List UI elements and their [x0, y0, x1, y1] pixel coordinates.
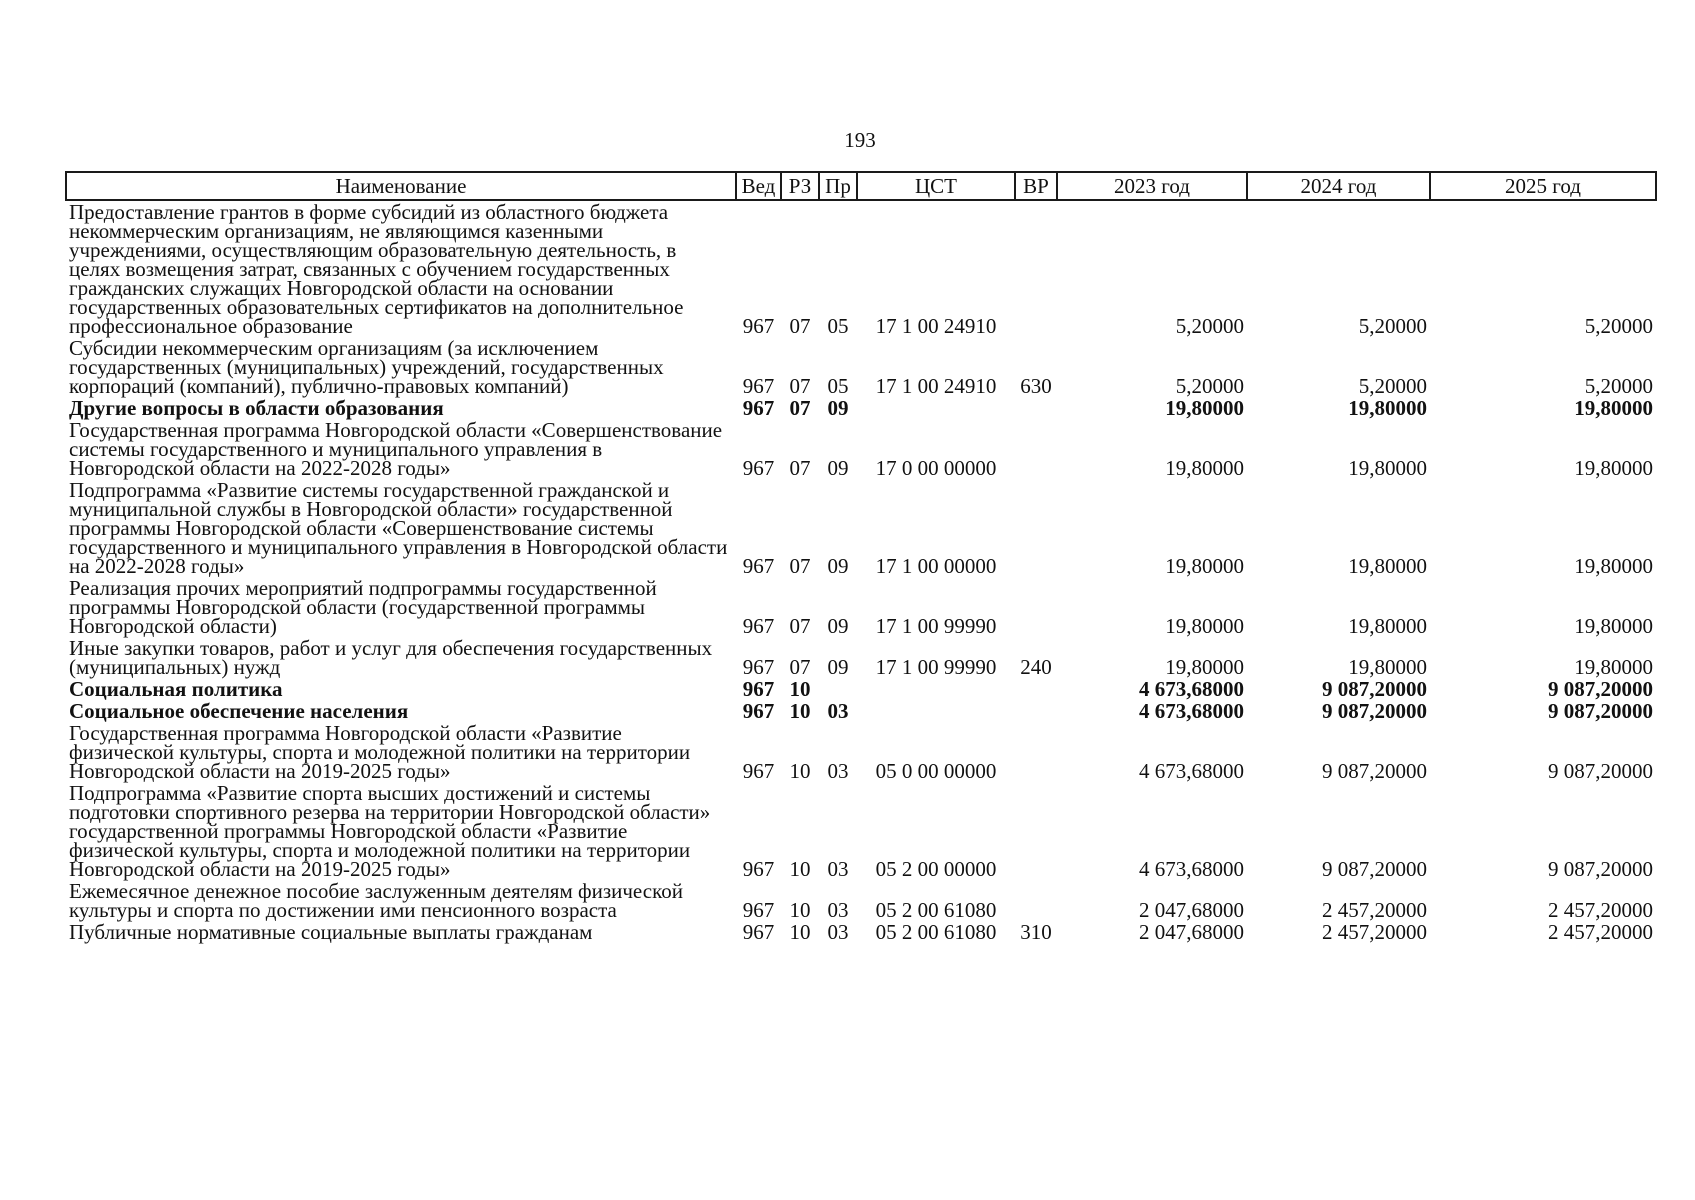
cell-pr: 09 [827, 554, 849, 578]
table-row [66, 420, 1656, 480]
table-row [66, 398, 1656, 420]
table-row [66, 578, 1656, 638]
cell-rz: 07 [789, 554, 811, 578]
page-number: 193 [844, 128, 876, 152]
cell-vr [1015, 679, 1057, 701]
cell-2024: 5,20000 [1358, 374, 1427, 398]
cell-ved: 967 [742, 759, 775, 783]
cell-name: Социальная политика [69, 677, 283, 701]
cell-2025: 9 087,20000 [1548, 699, 1653, 723]
cell-ved: 967 [742, 396, 775, 420]
cell-2024: 19,80000 [1348, 456, 1427, 480]
cell-rz: 10 [789, 759, 811, 783]
cell-ved: 967 [742, 898, 775, 922]
cell-2024: 2 457,20000 [1322, 898, 1427, 922]
cell-2024: 9 087,20000 [1322, 677, 1427, 701]
cell-pr: 03 [827, 920, 849, 944]
cell-ved: 967 [742, 456, 775, 480]
header-2023: 2023 год [1057, 172, 1247, 200]
table-header-row [66, 172, 1656, 200]
cell-vr [1015, 420, 1057, 480]
cell-pr: 09 [827, 396, 849, 420]
cell-2024: 9 087,20000 [1322, 857, 1427, 881]
cell-rz: 10 [789, 857, 811, 881]
cell-name: Подпрограмма «Развитие системы государственной гражданской и муниципальной службы в Новгородской области» государственной программы Новгородской области «Совершенствование системы государственного и муниципального управления в Новгородской области на 2022-2028 годы» [69, 478, 728, 578]
table-row [66, 338, 1656, 398]
cell-vr: 240 [1020, 655, 1052, 679]
cell-2023: 19,80000 [1165, 554, 1244, 578]
table-row [66, 200, 1656, 338]
cell-cst [857, 398, 1015, 420]
cell-name: Публичные нормативные социальные выплаты гражданам [69, 920, 593, 944]
cell-cst: 17 1 00 24910 [875, 374, 997, 398]
cell-vr [1015, 200, 1057, 338]
cell-name: Предоставление грантов в форме субсидий из областного бюджета некоммерческим организациям, не являющимся казенными учреждениями, осуществляющим образовательную деятельность, в целях возмещения затрат, связанных с обучением государственных гражданских служащих Новгородской области на основании государственных образовательных сертификатов на дополнительное профессиональное образование [69, 200, 684, 338]
cell-vr [1015, 578, 1057, 638]
cell-2023: 2 047,68000 [1139, 898, 1244, 922]
cell-vr [1015, 480, 1057, 578]
header-ved: Вед [736, 172, 781, 200]
cell-name: Ежемесячное денежное пособие заслуженным деятелям физической культуры и спорта по достижении ими пенсионного возраста [69, 879, 683, 922]
cell-cst: 05 0 00 00000 [875, 759, 997, 783]
cell-2024: 19,80000 [1348, 614, 1427, 638]
cell-ved: 967 [742, 857, 775, 881]
cell-2025: 5,20000 [1584, 314, 1653, 338]
cell-pr: 05 [827, 374, 849, 398]
cell-2024: 19,80000 [1348, 396, 1427, 420]
cell-ved: 967 [742, 314, 775, 338]
cell-2023: 5,20000 [1175, 374, 1244, 398]
cell-2025: 19,80000 [1574, 456, 1653, 480]
cell-pr: 05 [827, 314, 849, 338]
cell-vr [1015, 783, 1057, 881]
cell-cst: 17 1 00 99990 [875, 655, 997, 679]
cell-pr: 03 [827, 857, 849, 881]
budget-table [65, 171, 1657, 944]
table-row [66, 723, 1656, 783]
header-2025: 2025 год [1430, 172, 1656, 200]
cell-2023: 4 673,68000 [1139, 759, 1244, 783]
cell-pr: 09 [827, 456, 849, 480]
cell-ved: 967 [742, 554, 775, 578]
cell-2023: 19,80000 [1165, 456, 1244, 480]
cell-2023: 19,80000 [1165, 396, 1244, 420]
cell-2025: 19,80000 [1574, 655, 1653, 679]
cell-2024: 9 087,20000 [1322, 699, 1427, 723]
cell-2024: 2 457,20000 [1322, 920, 1427, 944]
cell-rz: 07 [789, 396, 811, 420]
cell-rz: 10 [789, 699, 811, 723]
cell-cst: 17 0 00 00000 [875, 456, 997, 480]
cell-rz: 10 [789, 677, 811, 701]
cell-ved: 967 [742, 614, 775, 638]
cell-ved: 967 [742, 677, 775, 701]
cell-vr [1015, 701, 1057, 723]
cell-vr: 630 [1020, 374, 1052, 398]
cell-vr [1015, 723, 1057, 783]
cell-name: Подпрограмма «Развитие спорта высших достижений и системы подготовки спортивного резерва на территории Новгородской области» государственной программы Новгородской области «Развитие физической культуры, спорта и молодежной политики на территории Новгородской области на 2019-2025 годы» [69, 781, 711, 881]
table-row [66, 922, 1656, 944]
cell-2025: 9 087,20000 [1548, 857, 1653, 881]
cell-name: Реализация прочих мероприятий подпрограммы государственной программы Новгородской области (государственной программы Новгородской области) [69, 576, 657, 638]
cell-rz: 07 [789, 314, 811, 338]
cell-2025: 9 087,20000 [1548, 759, 1653, 783]
cell-cst: 17 1 00 24910 [875, 314, 997, 338]
cell-name: Государственная программа Новгородской области «Совершенствование системы государственного и муниципального управления в Новгородской области на 2022-2028 годы» [69, 418, 723, 480]
table-row [66, 783, 1656, 881]
cell-pr: 03 [827, 699, 849, 723]
table-row [66, 881, 1656, 922]
cell-rz: 10 [789, 898, 811, 922]
cell-2023: 19,80000 [1165, 655, 1244, 679]
table-row [66, 638, 1656, 679]
cell-pr: 03 [827, 759, 849, 783]
table-body [66, 200, 1656, 944]
cell-rz: 07 [789, 456, 811, 480]
cell-name: Государственная программа Новгородской области «Развитие физической культуры, спорта и молодежной политики на территории Новгородской области на 2019-2025 годы» [69, 721, 691, 783]
cell-2025: 9 087,20000 [1548, 677, 1653, 701]
cell-2025: 5,20000 [1584, 374, 1653, 398]
cell-ved: 967 [742, 699, 775, 723]
cell-pr: 03 [827, 898, 849, 922]
cell-name: Иные закупки товаров, работ и услуг для обеспечения государственных (муниципальных) нужд [69, 636, 713, 679]
cell-name: Социальное обеспечение населения [69, 699, 409, 723]
cell-pr [819, 679, 857, 701]
cell-2024: 5,20000 [1358, 314, 1427, 338]
cell-cst: 05 2 00 00000 [875, 857, 997, 881]
cell-2025: 2 457,20000 [1548, 920, 1653, 944]
cell-2023: 2 047,68000 [1139, 920, 1244, 944]
cell-2024: 9 087,20000 [1322, 759, 1427, 783]
table-row [66, 679, 1656, 701]
cell-rz: 07 [789, 655, 811, 679]
cell-2023: 5,20000 [1175, 314, 1244, 338]
cell-2024: 19,80000 [1348, 554, 1427, 578]
cell-rz: 10 [789, 920, 811, 944]
cell-cst [857, 679, 1015, 701]
cell-cst: 05 2 00 61080 [875, 898, 997, 922]
cell-2025: 19,80000 [1574, 554, 1653, 578]
header-pr: Пр [819, 172, 857, 200]
cell-name: Субсидии некоммерческим организациям (за исключением государственных (муниципальных) учреждений, государственных корпораций (компаний), публично-правовых компаний) [69, 336, 664, 398]
header-2024: 2024 год [1247, 172, 1430, 200]
cell-pr: 09 [827, 614, 849, 638]
header-vr: ВР [1015, 172, 1057, 200]
cell-2025: 2 457,20000 [1548, 898, 1653, 922]
cell-2023: 4 673,68000 [1139, 677, 1244, 701]
table-row [66, 701, 1656, 723]
cell-2023: 4 673,68000 [1139, 699, 1244, 723]
table-row [66, 480, 1656, 578]
cell-ved: 967 [742, 655, 775, 679]
cell-cst: 17 1 00 00000 [875, 554, 997, 578]
cell-cst: 17 1 00 99990 [875, 614, 997, 638]
header-rz: РЗ [781, 172, 819, 200]
cell-rz: 07 [789, 614, 811, 638]
cell-2025: 19,80000 [1574, 396, 1653, 420]
cell-vr [1015, 881, 1057, 922]
cell-vr: 310 [1020, 920, 1052, 944]
cell-2023: 19,80000 [1165, 614, 1244, 638]
cell-rz: 07 [789, 374, 811, 398]
cell-2024: 19,80000 [1348, 655, 1427, 679]
cell-2023: 4 673,68000 [1139, 857, 1244, 881]
cell-name: Другие вопросы в области образования [69, 396, 444, 420]
cell-ved: 967 [742, 374, 775, 398]
cell-2025: 19,80000 [1574, 614, 1653, 638]
cell-cst: 05 2 00 61080 [875, 920, 997, 944]
cell-pr: 09 [827, 655, 849, 679]
header-name: Наименование [66, 172, 736, 200]
cell-cst [857, 701, 1015, 723]
cell-vr [1015, 398, 1057, 420]
cell-ved: 967 [742, 920, 775, 944]
header-cst: ЦСТ [857, 172, 1015, 200]
